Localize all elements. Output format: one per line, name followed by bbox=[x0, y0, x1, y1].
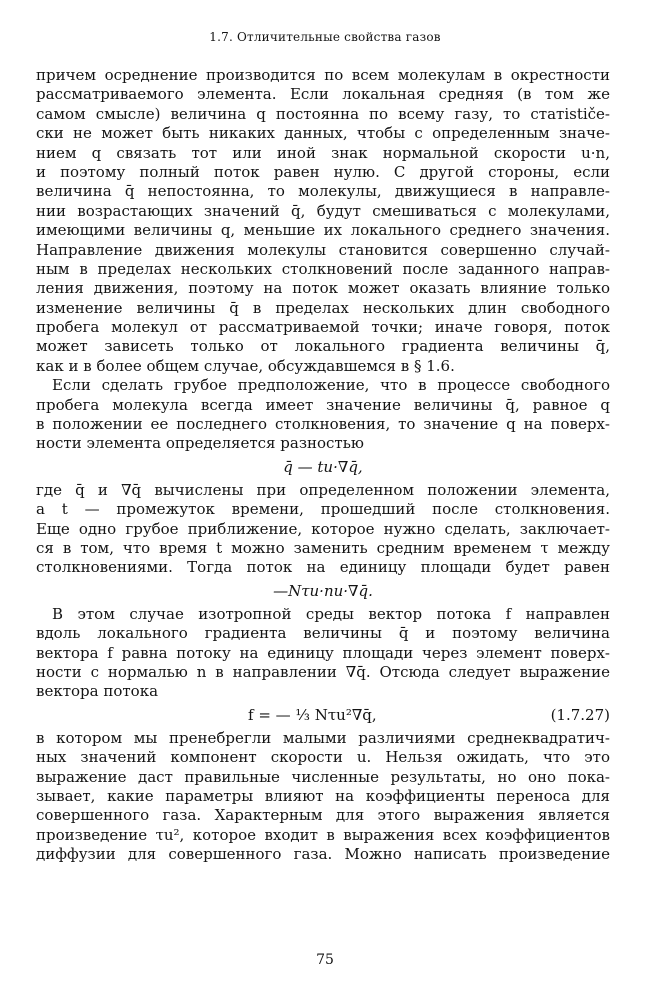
text-line: вектора потока bbox=[36, 682, 159, 701]
formula-flux: —Nτu·nu·∇q̄. bbox=[273, 581, 373, 600]
text-line: столкновениями. Тогда поток на единицу площади будет равен bbox=[36, 558, 610, 577]
text-line: зывает, какие параметры влияют на коэффициенты переноса для bbox=[36, 786, 610, 805]
text-line: выражение даст правильные численные результаты, но оно пока- bbox=[36, 767, 610, 786]
formula-difference: q̄ — tu·∇q̄, bbox=[283, 457, 363, 476]
text-line: ности элемента определяется разностью bbox=[36, 434, 364, 453]
text-line: Направление движения молекулы становится совершенно случай- bbox=[36, 240, 610, 259]
formula-flux-vector bbox=[36, 702, 610, 729]
text-line: нием q связать тот или иной знак нормальной скорости u·n, bbox=[36, 143, 610, 162]
text-line: Еще одно грубое приближение, которое нужно сделать, заключает- bbox=[36, 519, 610, 538]
text-line: имеющими величины q, меньшие их локального среднего значения. bbox=[36, 221, 610, 240]
text-line: нии возрастающих значений q̄, будут смешиваться с молекулами, bbox=[36, 201, 610, 220]
text-line: Если сделать грубое предположение, что в процессе свободного bbox=[52, 376, 610, 395]
text-line: величина q̄ непостоянна, то молекулы, движущиеся в направле- bbox=[36, 182, 610, 201]
paragraph-2 bbox=[36, 376, 610, 454]
text-line: где q̄ и ∇q̄ вычислены при определенном положении элемента, bbox=[36, 480, 610, 499]
text-line: ных значений компонент скорости u. Нельзя ожидать, что это bbox=[36, 748, 610, 767]
paragraph-3 bbox=[36, 481, 610, 578]
running-header: 1.7. Отличительные свойства газов bbox=[209, 30, 441, 44]
text-line: в положении ее последнего столкновения, то значение q на поверх- bbox=[36, 415, 610, 434]
text-line: пробега молекула всегда имеет значение величины q̄, равное q bbox=[36, 395, 610, 414]
text-line: самом смысле) величина q постоянна по всему газу, то статističе- bbox=[36, 104, 610, 123]
text-line: вектора f равна потоку на единицу площади через элемент поверх- bbox=[36, 643, 610, 662]
text-line: вдоль локального градиента величины q̄ и поэтому величина bbox=[36, 624, 610, 643]
body-text bbox=[36, 66, 610, 864]
paragraph-1 bbox=[36, 66, 610, 376]
formula-expression: f = — ⅓ Nτu²∇q̄, bbox=[248, 705, 377, 724]
text-line: диффузии для совершенного газа. Можно написать произведение bbox=[36, 845, 610, 864]
text-line: а t — промежуток времени, прошедший после столкновения. bbox=[36, 500, 610, 519]
text-line: ски не может быть никаких данных, чтобы с определенным значе- bbox=[36, 124, 610, 143]
page-number: 75 bbox=[316, 952, 334, 968]
text-line: В этом случае изотропной среды вектор потока f направлен bbox=[52, 604, 610, 623]
text-line: и поэтому полный поток равен нулю. С другой стороны, если bbox=[36, 162, 610, 181]
text-line: изменение величины q̄ в пределах нескольких длин свободного bbox=[36, 298, 610, 317]
text-line: причем осреднение производится по всем молекулам в окрестности bbox=[36, 66, 610, 84]
text-line: ления движения, поэтому на поток может оказать влияние только bbox=[36, 279, 610, 298]
paragraph-5 bbox=[36, 729, 610, 865]
text-line: ности с нормалью n в направлении ∇q̄. Отсюда следует выражение bbox=[36, 662, 610, 681]
text-line: пробега молекул от рассматриваемой точки; иначе говоря, поток bbox=[36, 318, 610, 337]
text-line: совершенного газа. Характерным для этого выражения является bbox=[36, 806, 610, 825]
text-line: произведение τu², которое входит в выражения всех коэффициентов bbox=[36, 825, 610, 844]
text-line: ным в пределах нескольких столкновений после заданного направ- bbox=[36, 259, 610, 278]
text-line: ся в том, что время t можно заменить средним временем τ между bbox=[36, 538, 610, 557]
text-line: в котором мы пренебрегли малыми различиями среднеквадратич- bbox=[36, 728, 610, 747]
equation-number: (1.7.27) bbox=[550, 705, 610, 724]
text-line: может зависеть только от локального градиента величины q̄, bbox=[36, 337, 610, 356]
text-line: как и в более общем случае, обсуждавшемся в § 1.6. bbox=[36, 356, 455, 375]
paragraph-4 bbox=[36, 605, 610, 702]
text-line: рассматриваемого элемента. Если локальная средняя (в том же bbox=[36, 85, 610, 104]
